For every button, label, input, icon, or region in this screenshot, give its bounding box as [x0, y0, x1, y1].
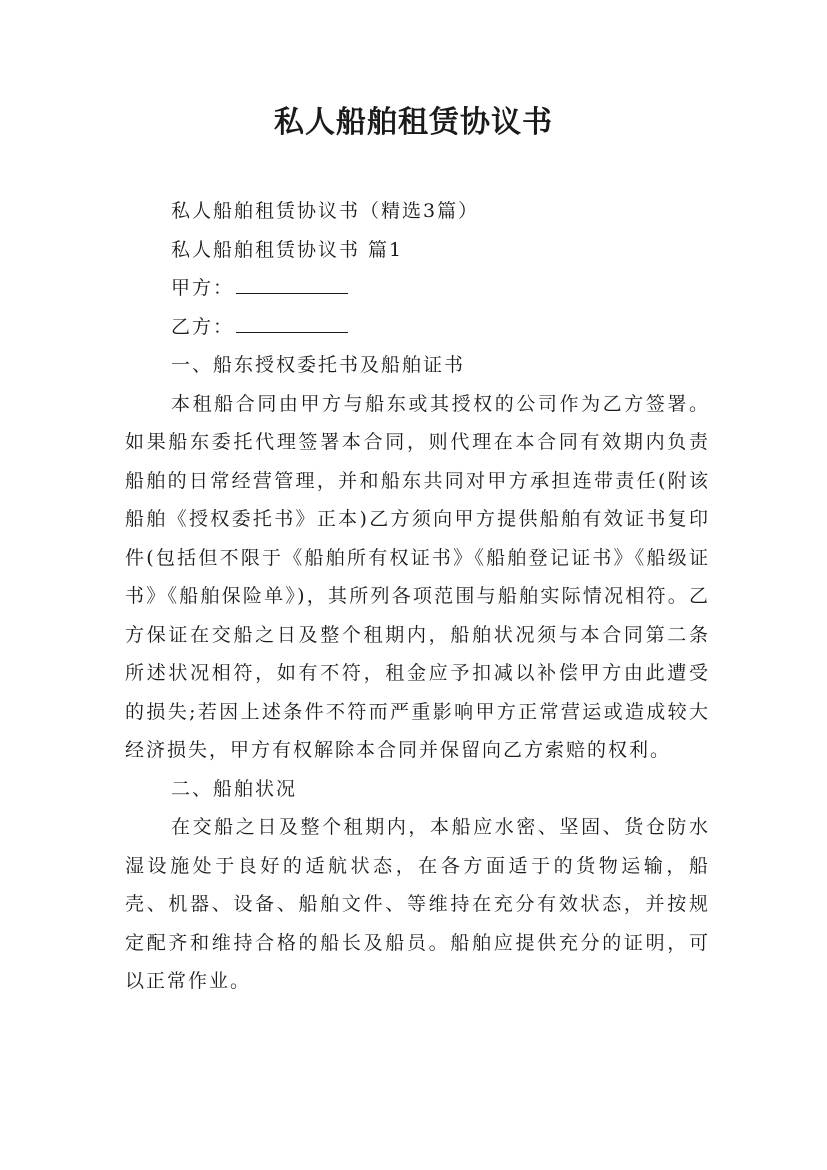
party-b-blank [236, 312, 348, 333]
party-a-line [125, 269, 710, 308]
section2-body: 在交船之日及整个租期内，本船应水密、坚固、货仓防水湿设施处于良好的适航状态，在各方面适于的货物运输，船壳、机器、设备、船舶文件、等维持在充分有效状态，并按规定配齐和维持合格的船长及船员。船舶应提供充分的证明，可以正常作业。 [125, 816, 710, 992]
section1-heading: 一、船东授权委托书及船舶证书 [171, 354, 466, 376]
section2-heading: 二、船舶状况 [171, 777, 298, 800]
document-title: 私人船舶租赁协议书 [274, 105, 553, 140]
party-b-line [125, 308, 710, 347]
document-body [125, 192, 710, 1001]
document-subtitle: 私人船舶租赁协议书（精选3篇） [171, 200, 480, 222]
party-a-label: 甲方： [171, 277, 235, 299]
party-a-blank [236, 273, 348, 294]
section1-body: 本租船合同由甲方与船东或其授权的公司作为乙方签署。如果船东委托代理签署本合同，则代理在本合同有效期内负责船舶的日常经营管理，并和船东共同对甲方承担连带责任(附该船舶《授权委托书》正本)乙方须向甲方提供船舶有效证书复印件(包括但不限于《船舶所有权证书》《船舶登记证书》《船级证书》《船舶保险单》)，其所列各项范围与船舶实际情况相符。乙方保证在交船之日及整个租期内，船舶状况须与本合同第二条所述状况相符，如有不符，租金应予扣减以补偿甲方由此遭受的损失;若因上述条件不符而严重影响甲方正常营运或造成较大经济损失，甲方有权解除本合同并保留向乙方索赔的权利。 [125, 392, 710, 761]
party-b-label: 乙方： [171, 315, 235, 338]
part-heading: 私人船舶租赁协议书 篇1 [171, 238, 404, 261]
